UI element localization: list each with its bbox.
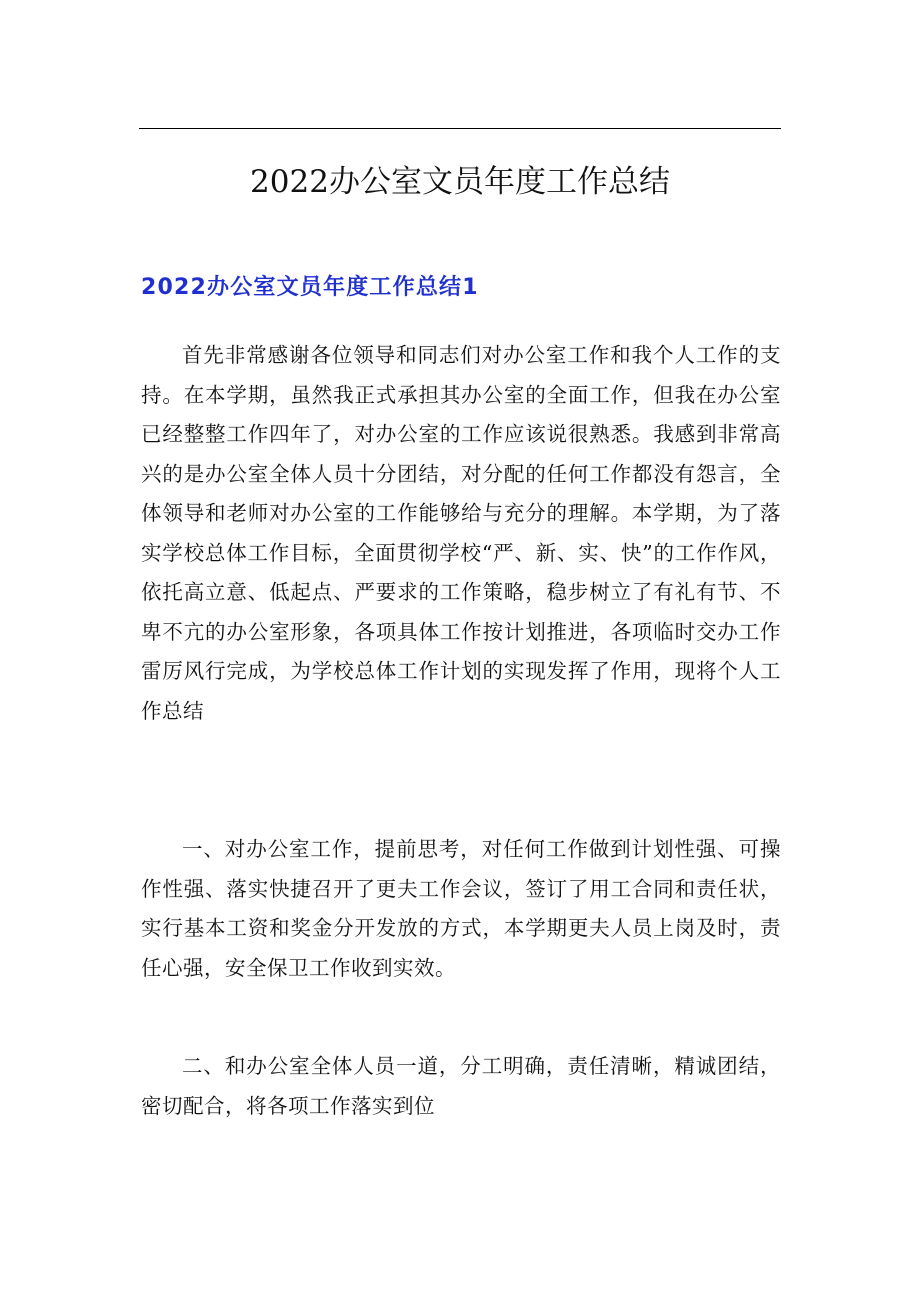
header-rule [139, 128, 781, 129]
body-paragraph-intro: 首先非常感谢各位领导和同志们对办公室工作和我个人工作的支持。在本学期，虽然我正式承担其办公室的全面工作，但我在办公室已经整整工作四年了，对办公室的工作应该说很熟悉。我感到非常高兴的是办公室全体人员十分团结，对分配的任何工作都没有怨言，全体领导和老师对办公室的工作能够给与充分的理解。本学期，为了落实学校总体工作目标，全面贯彻学校“严、新、实、快”的工作作风，依托高立意、低起点、严要求的工作策略，稳步树立了有礼有节、不卑不亢的办公室形象，各项具体工作按计划推进，各项临时交办工作雷厉风行完成，为学校总体工作计划的实现发挥了作用，现将个人工作总结 [141, 343, 781, 723]
body-paragraph-one: 一、对办公室工作，提前思考，对任何工作做到计划性强、可操作性强、落实快捷召开了更夫工作会议，签订了用工合同和责任状，实行基本工资和奖金分开发放的方式，本学期更夫人员上岗及时，责任心强，安全保卫工作收到实效。 [141, 837, 781, 980]
document-title: 2022办公室文员年度工作总结 [250, 164, 670, 200]
section-heading: 2022办公室文员年度工作总结1 [141, 275, 479, 300]
body-paragraph-two: 二、和办公室全体人员一道，分工明确，责任清晰，精诚团结，密切配合，将各项工作落实到位 [141, 1054, 781, 1118]
